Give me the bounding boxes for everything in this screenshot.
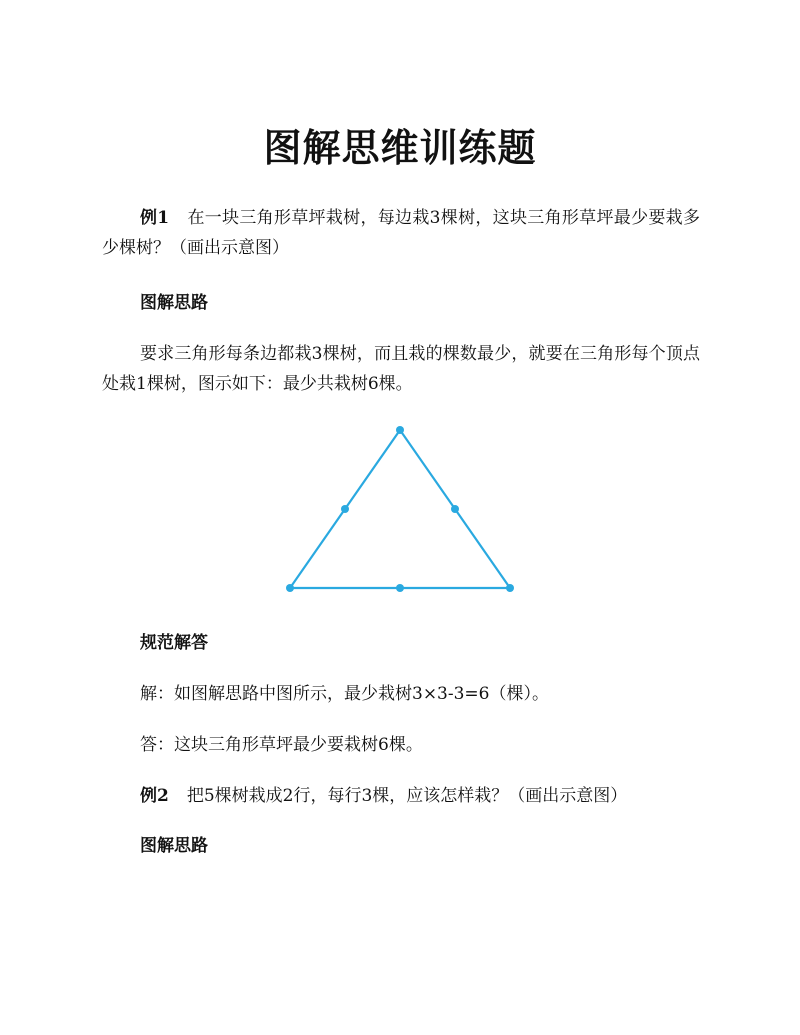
- tree-point-bottom-right: [506, 584, 514, 592]
- tree-point-bottom-mid: [396, 584, 404, 592]
- standard-answer-heading: 规范解答: [140, 633, 208, 653]
- tree-point-bottom-left: [286, 584, 294, 592]
- answer-text: 答：这块三角形草坪最少要栽树6棵。: [140, 735, 423, 755]
- example-2-label: 例2: [140, 786, 169, 806]
- thinking-text: 要求三角形每条边都栽3棵树，而且栽的棵数最少，就要在三角形每个顶点处栽1棵树，图示如下：最少共栽树6棵。: [102, 344, 700, 394]
- thinking-heading-1: 图解思路: [140, 293, 208, 313]
- triangle-tree-diagram: [280, 420, 520, 600]
- page-title: 图解思维训练题: [263, 125, 537, 170]
- example-1-text: 在一块三角形草坪栽树，每边栽3棵树，这块三角形草坪最少要栽多少棵树？（画出示意图）: [102, 208, 700, 258]
- example-2-text: 把5棵树栽成2行，每行3棵，应该怎样栽？（画出示意图）: [186, 786, 628, 806]
- tree-point-right-mid: [451, 505, 459, 513]
- solution-text: 解：如图解思路中图所示，最少栽树3×3-3=6（棵）。: [140, 684, 549, 704]
- example-2-paragraph: [140, 781, 700, 811]
- triangle-outline: [290, 430, 510, 588]
- tree-point-left-mid: [341, 505, 349, 513]
- example-1-label: 例1: [140, 208, 170, 228]
- thinking-heading-2: 图解思路: [140, 836, 208, 856]
- example-1-paragraph: [102, 203, 700, 263]
- tree-point-top: [396, 426, 404, 434]
